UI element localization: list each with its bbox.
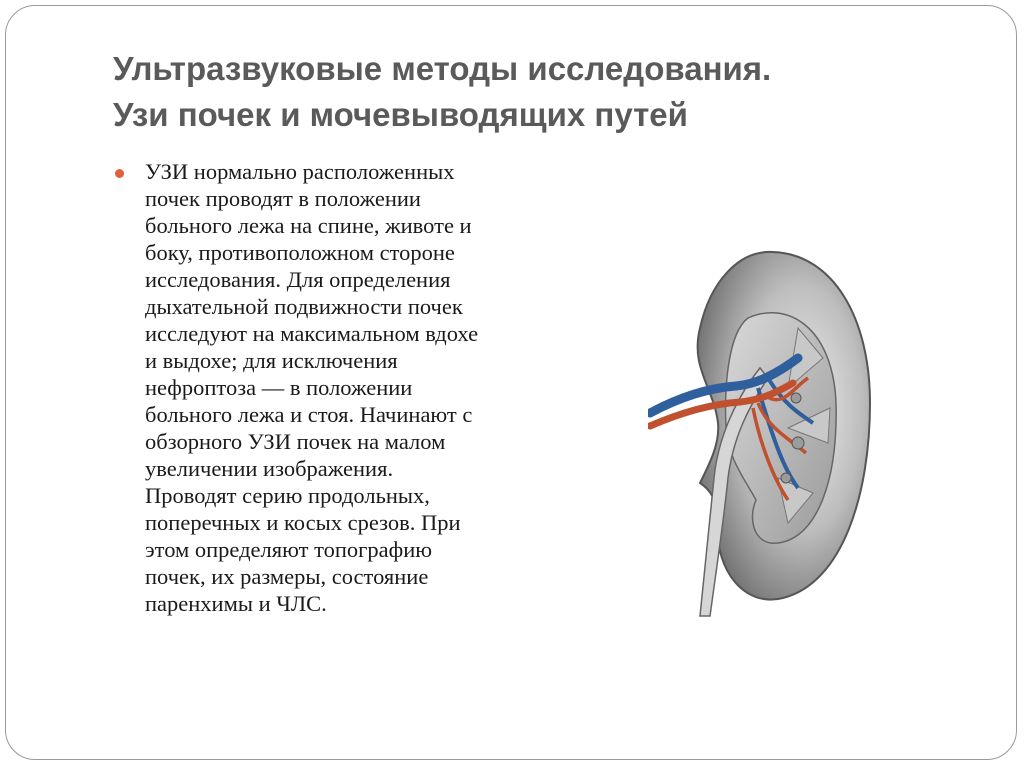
bullet-list (113, 158, 603, 617)
calyx (781, 473, 791, 483)
bullet-item (113, 158, 603, 617)
bullet-dot-icon (115, 169, 124, 178)
kidney-illustration (648, 238, 876, 618)
slide-title-line-1: Ультразвуковые методы исследования. (113, 50, 772, 87)
calyx (792, 437, 804, 449)
bullet-text: УЗИ нормально расположенных почек проводят в положении больного лежа на спине, животе и боку, противоположном стороне исследования. Для определения дыхательной подвижности почек исследуют на максимальном вдохе и выдохе; для исключения нефроптоза — в положении больного лежа и стоя. Начинают с обзорного УЗИ почек на малом увеличении изображения. Проводят серию продольных, поперечных и косых срезов. При этом определяют топографию почек, их размеры, состояние паренхимы и ЧЛС. (145, 159, 479, 616)
slide-title-line-2: Узи почек и мочевыводящих путей (113, 96, 688, 133)
calyx (791, 393, 801, 403)
slide-title (113, 46, 933, 138)
